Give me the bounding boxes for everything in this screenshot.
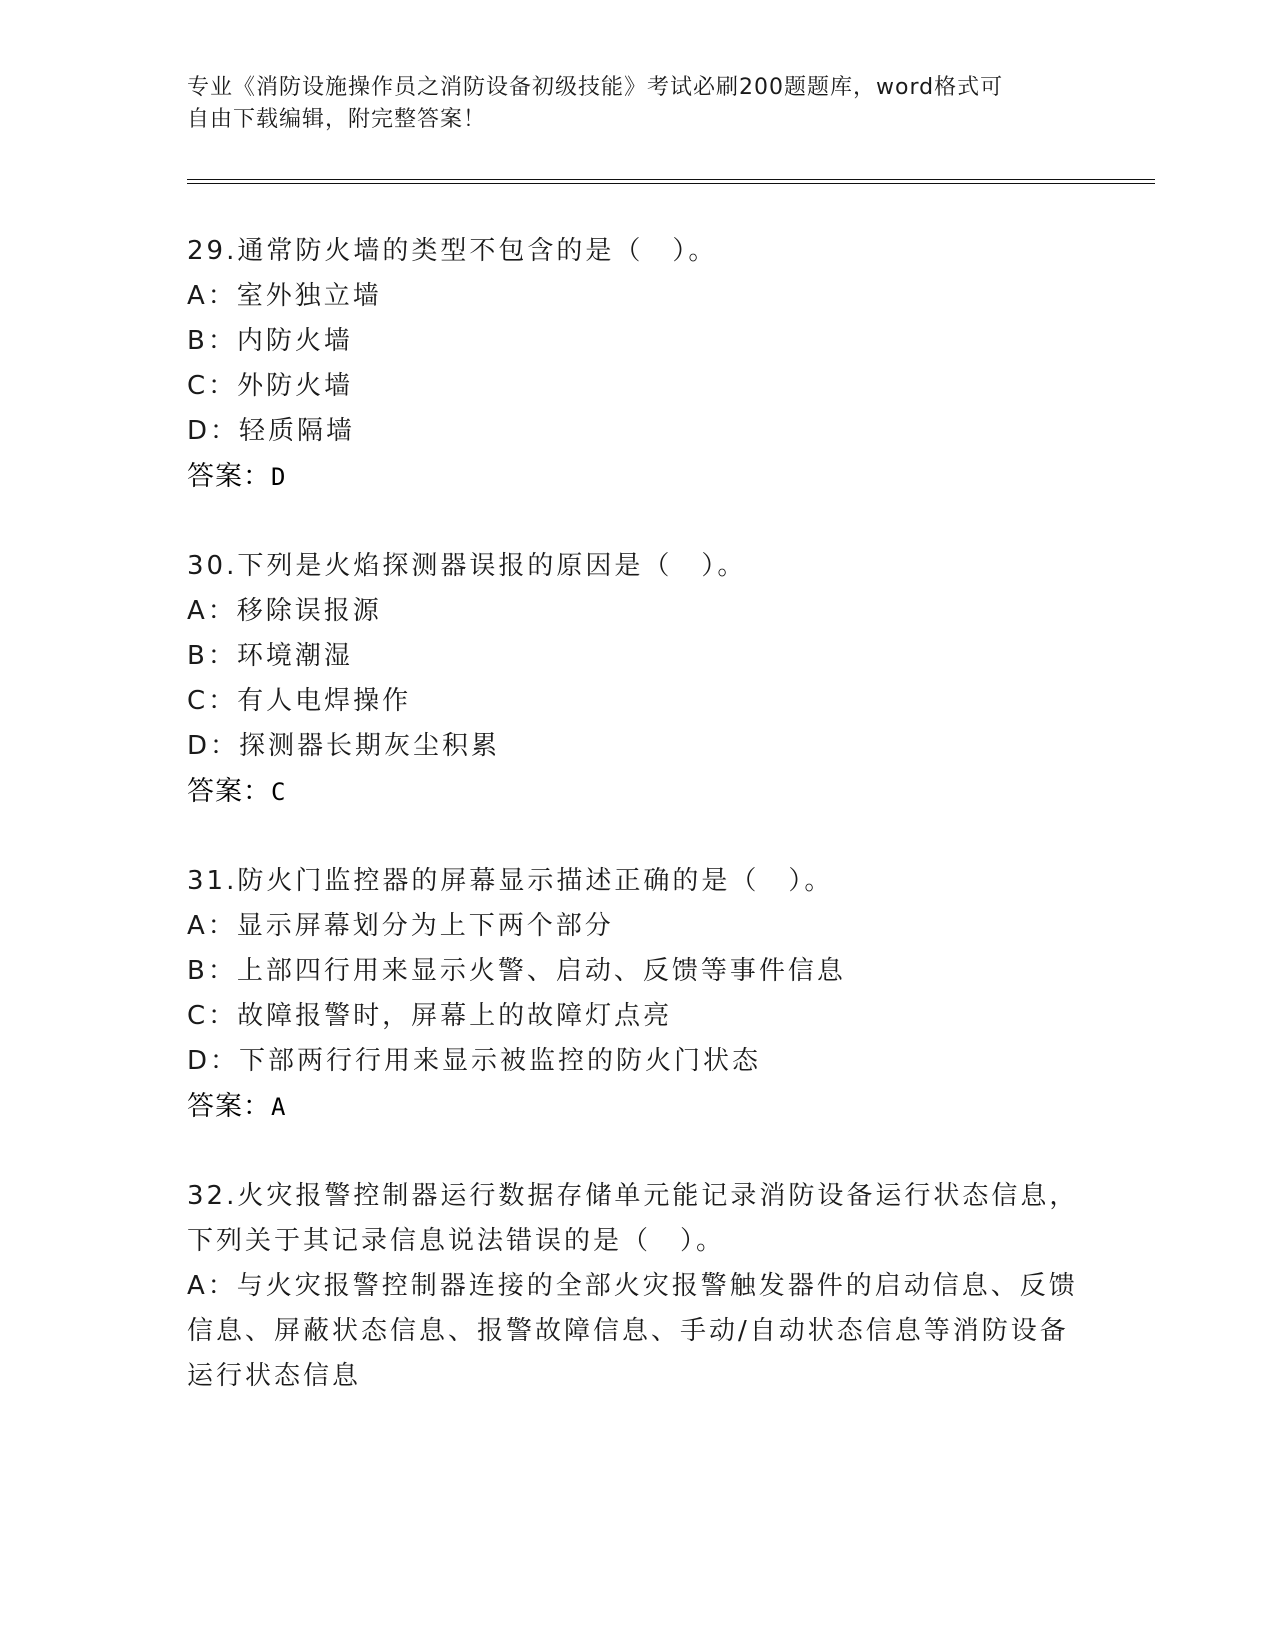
option-d: D：下部两行行用来显示被监控的防火门状态 bbox=[187, 1046, 762, 1076]
answer-line bbox=[187, 769, 1087, 815]
answer-label: 答案： bbox=[187, 776, 271, 806]
option-b: B：内防火墙 bbox=[187, 326, 353, 356]
question-stem: 29.通常防火墙的类型不包含的是（ ）。 bbox=[187, 236, 718, 266]
document-header bbox=[187, 72, 1087, 136]
question-stem: 30.下列是火焰探测器误报的原因是（ ）。 bbox=[187, 551, 747, 581]
option-a: A：移除误报源 bbox=[187, 596, 382, 626]
answer-value: A bbox=[271, 1093, 287, 1121]
answer-label: 答案： bbox=[187, 461, 271, 491]
option-a: A：室外独立墙 bbox=[187, 281, 382, 311]
question-stem-line-2: 下列关于其记录信息说法错误的是（ ）。 bbox=[187, 1226, 726, 1256]
question-31 bbox=[187, 859, 1087, 1130]
question-30 bbox=[187, 544, 1087, 815]
header-line-2: 自由下载编辑，附完整答案！ bbox=[187, 107, 487, 132]
option-b: B：上部四行用来显示火警、启动、反馈等事件信息 bbox=[187, 956, 846, 986]
answer-value: C bbox=[271, 778, 287, 806]
question-29 bbox=[187, 229, 1087, 500]
header-rule-top bbox=[187, 179, 1155, 180]
option-b: B：环境潮湿 bbox=[187, 641, 353, 671]
header-line-1: 专业《消防设施操作员之消防设备初级技能》考试必刷200题题库，word格式可 bbox=[187, 75, 1004, 100]
header-rule-bottom bbox=[187, 183, 1155, 184]
option-d: D：探测器长期灰尘积累 bbox=[187, 731, 501, 761]
answer-line bbox=[187, 454, 1087, 500]
answer-line bbox=[187, 1084, 1087, 1130]
option-a-line-3: 运行状态信息 bbox=[187, 1361, 362, 1391]
question-stem: 31.防火门监控器的屏幕显示描述正确的是（ ）。 bbox=[187, 866, 834, 896]
option-d: D：轻质隔墙 bbox=[187, 416, 356, 446]
option-a-line-1: A：与火灾报警控制器连接的全部火灾报警触发器件的启动信息、反馈 bbox=[187, 1271, 1078, 1301]
option-a: A：显示屏幕划分为上下两个部分 bbox=[187, 911, 614, 941]
question-stem-line-1: 32.火灾报警控制器运行数据存储单元能记录消防设备运行状态信息， bbox=[187, 1181, 1079, 1211]
option-c: C：故障报警时，屏幕上的故障灯点亮 bbox=[187, 1001, 673, 1031]
answer-value: D bbox=[271, 463, 287, 491]
option-c: C：有人电焊操作 bbox=[187, 686, 412, 716]
answer-label: 答案： bbox=[187, 1091, 271, 1121]
question-32 bbox=[187, 1174, 1087, 1399]
option-a-line-2: 信息、屏蔽状态信息、报警故障信息、手动/自动状态信息等消防设备 bbox=[187, 1316, 1069, 1346]
option-c: C：外防火墙 bbox=[187, 371, 354, 401]
